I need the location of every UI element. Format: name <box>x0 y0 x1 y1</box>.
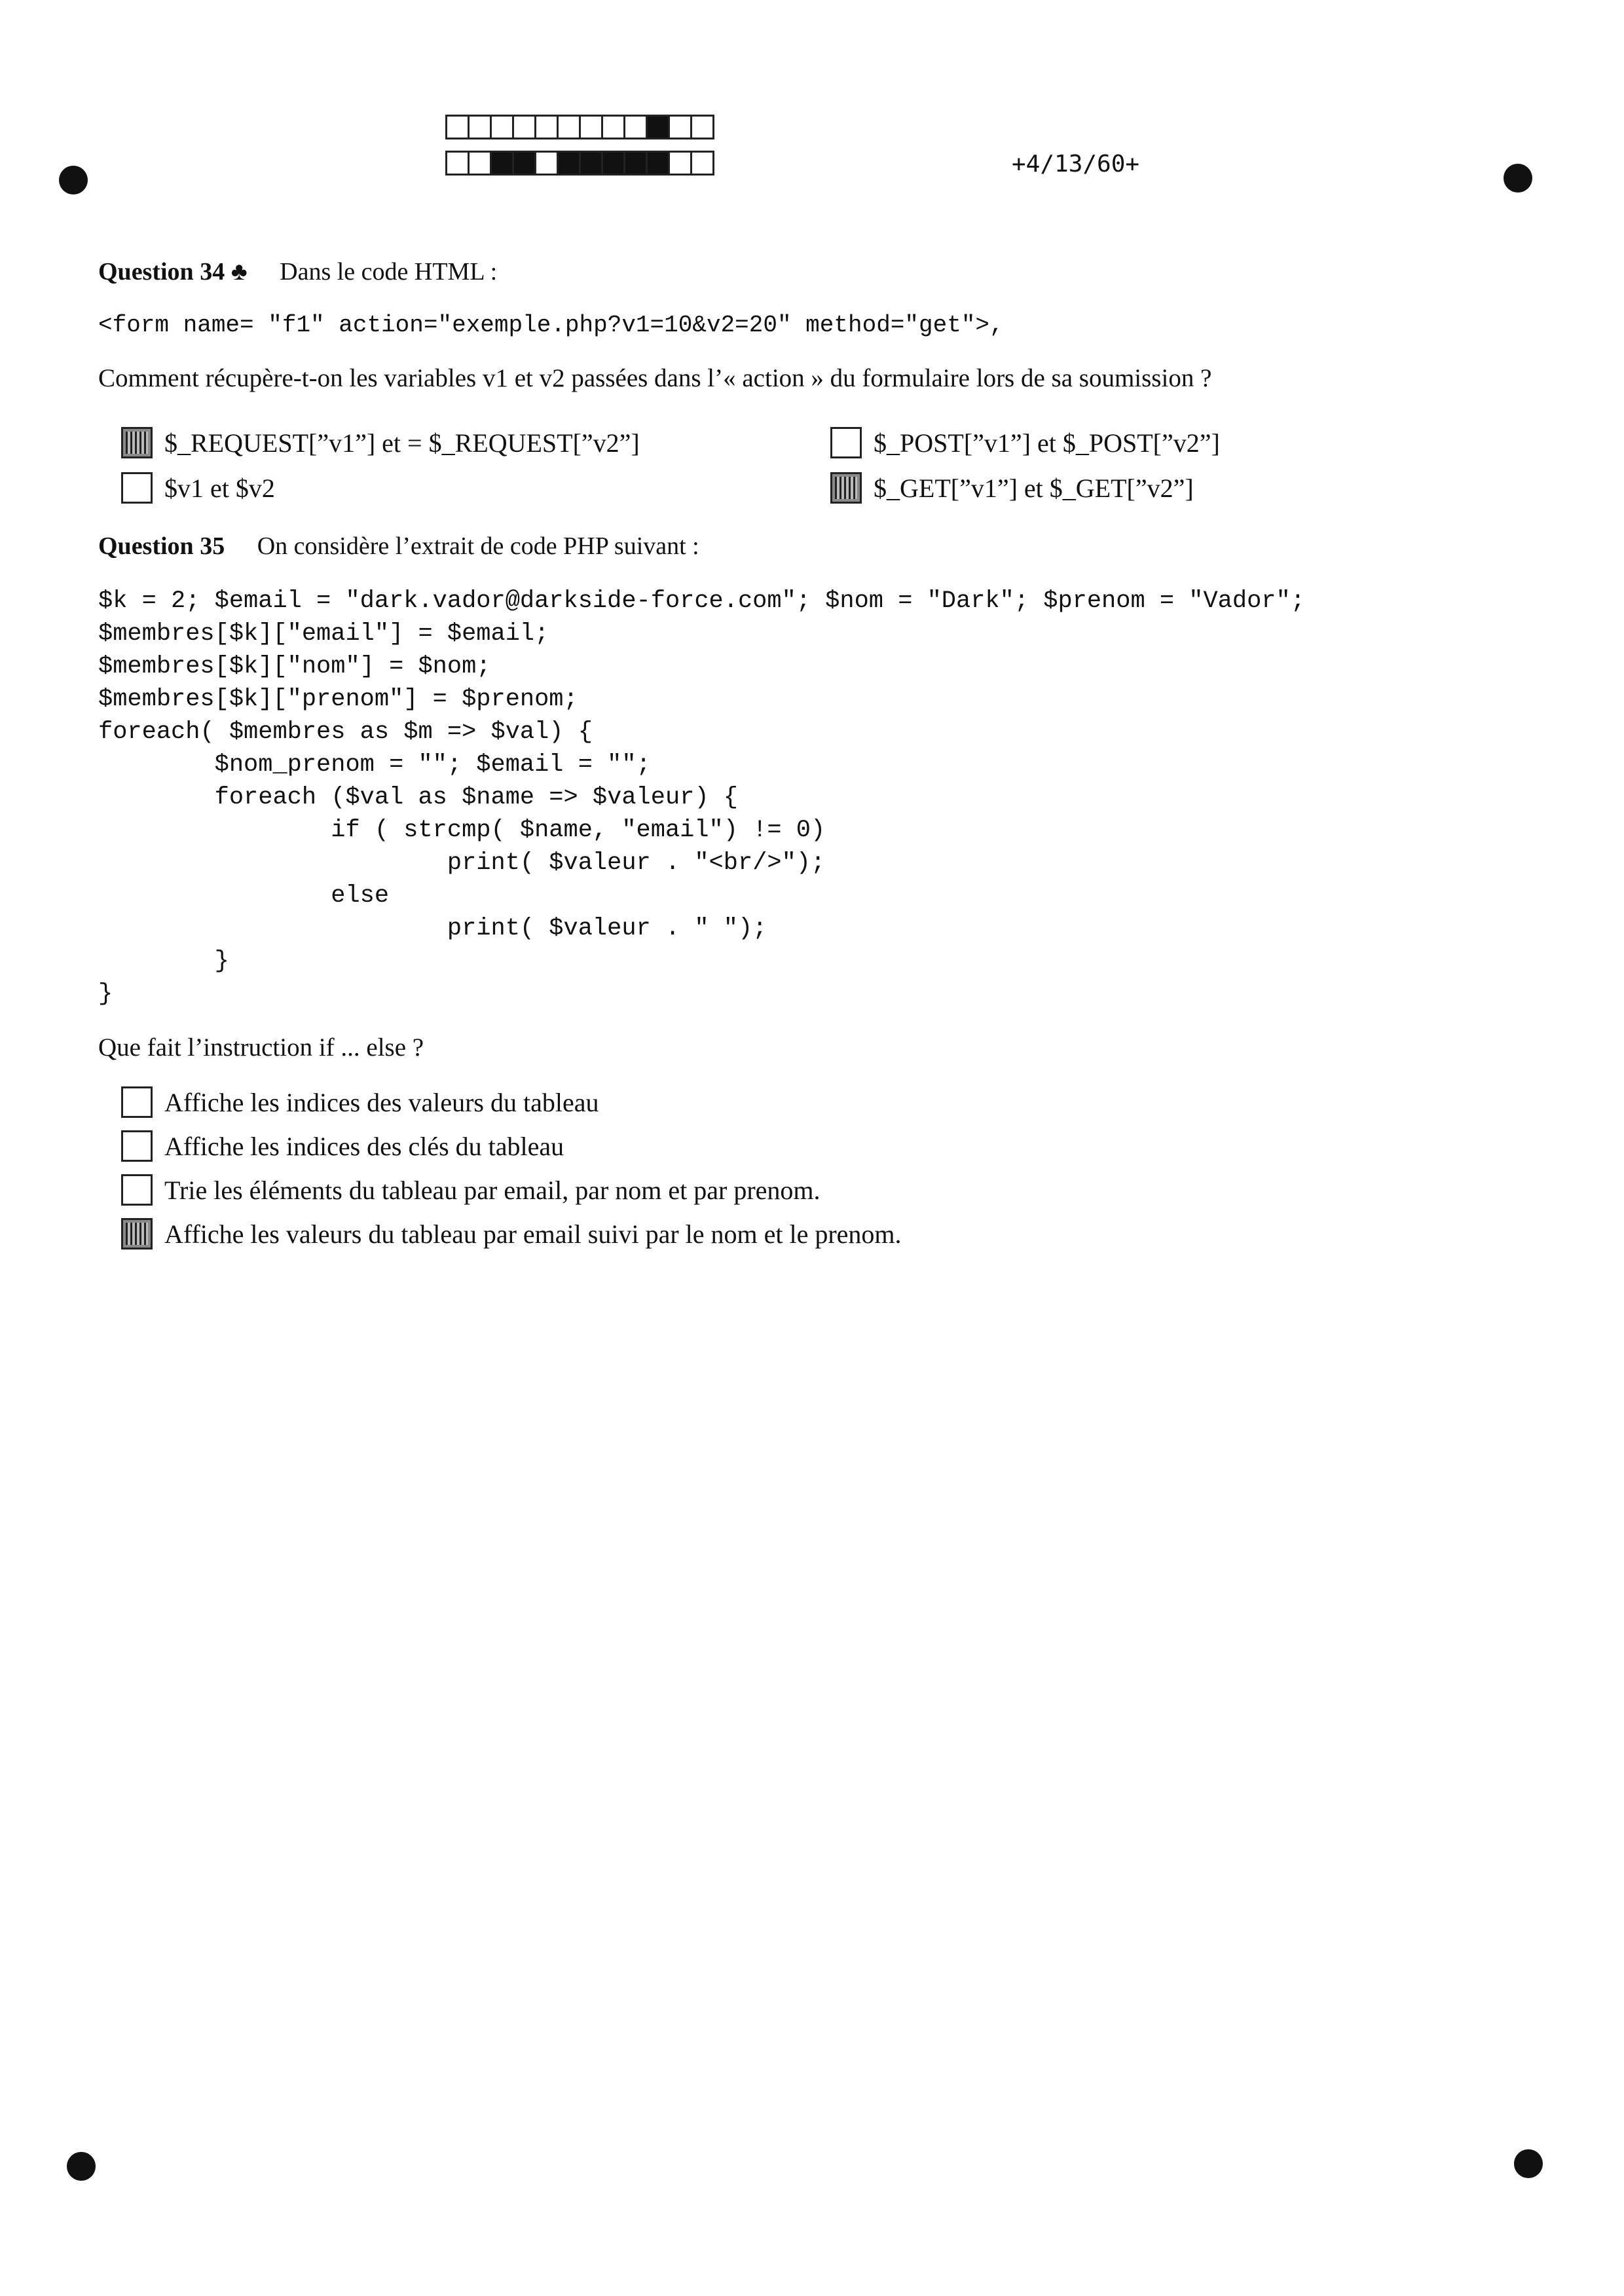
id-grid-cell <box>690 151 714 176</box>
answer-indices-valeurs[interactable] <box>121 1086 599 1118</box>
question-35-label: Question 35 <box>98 532 225 560</box>
checkbox[interactable] <box>121 472 153 504</box>
id-grid-cell <box>646 115 670 139</box>
id-grid-cell <box>512 115 536 139</box>
answer-label: $_POST[”v1”] et $_POST[”v2”] <box>874 428 1220 458</box>
question-34-question: Comment récupère-t-on les variables v1 et v2 passées dans l’« action » du formulaire lors de sa soumission ? <box>98 364 1212 392</box>
answer-variables[interactable] <box>121 472 275 504</box>
id-grid-cell <box>601 115 625 139</box>
question-35-header <box>98 532 699 561</box>
question-34-header <box>98 257 497 286</box>
answer-trie[interactable] <box>121 1174 821 1206</box>
page-identifier: +4/13/60+ <box>1012 151 1140 177</box>
id-grid-cell <box>690 115 714 139</box>
registration-mark-top-left <box>59 166 88 194</box>
id-grid-cell <box>445 115 470 139</box>
answer-label: $v1 et $v2 <box>164 473 275 503</box>
question-34-label: Question 34 <box>98 258 225 286</box>
club-symbol-icon: ♣ <box>231 258 248 286</box>
registration-mark-bottom-left <box>67 2152 96 2181</box>
question-35-code-block: $k = 2; $email = "dark.vador@darkside-force.com"; $nom = "Dark"; $prenom = "Vador"; $membres[$k]["email"] = $email; $membres[$k]["nom"] = $nom; $membres[$k]["prenom"] = $prenom; foreach( $membres as $m => $val) { $nom_prenom = ""; $email = ""; foreach ($val as $name => $valeur) { if ( strcmp( $name, "email") != 0) print( $valeur . "<br/>"); else print( $valeur . " "); } } <box>98 587 1305 1008</box>
registration-mark-bottom-right <box>1514 2149 1543 2178</box>
checkbox[interactable] <box>121 1174 153 1206</box>
id-grid-cell <box>512 151 536 176</box>
answer-label: Affiche les indices des clés du tableau <box>164 1131 564 1161</box>
question-34-prompt: Dans le code HTML : <box>280 258 498 286</box>
student-id-grid-row-2 <box>445 151 712 176</box>
answer-post[interactable] <box>830 427 1220 458</box>
registration-mark-top-right <box>1504 164 1532 193</box>
id-grid-cell <box>601 151 625 176</box>
id-grid-cell <box>623 151 648 176</box>
answer-get[interactable] <box>830 472 1194 504</box>
answer-indices-cles[interactable] <box>121 1130 564 1162</box>
id-grid-cell <box>534 151 559 176</box>
id-grid-cell <box>468 151 492 176</box>
checkbox[interactable] <box>121 1218 153 1250</box>
id-grid-cell <box>646 151 670 176</box>
id-grid-cell <box>579 151 603 176</box>
id-grid-cell <box>490 151 514 176</box>
checkbox[interactable] <box>121 1086 153 1118</box>
id-grid-cell <box>623 115 648 139</box>
id-grid-cell <box>668 115 692 139</box>
answer-label: $_REQUEST[”v1”] et = $_REQUEST[”v2”] <box>164 428 640 458</box>
question-35-prompt: On considère l’extrait de code PHP suivant : <box>257 532 699 560</box>
id-grid-cell <box>534 115 559 139</box>
student-id-grid-row-1 <box>445 115 712 139</box>
answer-label: $_GET[”v1”] et $_GET[”v2”] <box>874 473 1194 503</box>
answer-request[interactable] <box>121 427 640 458</box>
checkbox[interactable] <box>830 427 862 458</box>
answer-label: Affiche les indices des valeurs du tableau <box>164 1087 599 1117</box>
answer-label: Affiche les valeurs du tableau par email suivi par le nom et le prenom. <box>164 1219 902 1249</box>
id-grid-cell <box>445 151 470 176</box>
id-grid-cell <box>557 151 581 176</box>
id-grid-cell <box>668 151 692 176</box>
id-grid-cell <box>468 115 492 139</box>
answer-affiche-valeurs[interactable] <box>121 1218 902 1250</box>
id-grid-cell <box>557 115 581 139</box>
answer-label: Trie les éléments du tableau par email, par nom et par prenom. <box>164 1175 821 1205</box>
checkbox[interactable] <box>121 427 153 458</box>
id-grid-cell <box>579 115 603 139</box>
question-35-question: Que fait l’instruction if ... else ? <box>98 1033 424 1062</box>
id-grid-cell <box>490 115 514 139</box>
checkbox[interactable] <box>830 472 862 504</box>
checkbox[interactable] <box>121 1130 153 1162</box>
question-34-code: <form name= "f1" action="exemple.php?v1=10&v2=20" method="get">, <box>98 312 1004 339</box>
